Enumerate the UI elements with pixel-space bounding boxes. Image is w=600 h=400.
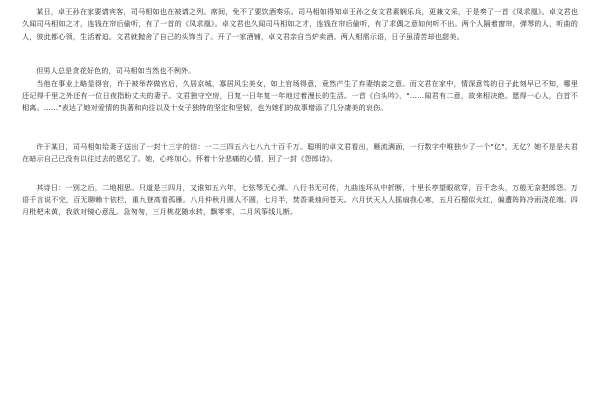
paragraph-5: 其诗日：一别之后，二地相思。只道是三四月，又谁知五六年，七弦琴无心弹。八行书无可传，九曲连环从中折断，十里长亭望眼欲穿，百千念头，万般无奈把郎怨。万语千言说不完，百无聊赖十依栏，重九登高看孤雁。八月仲秋月圆人不圆，七月半，焚香秉烛问苍天。六月伏天人人摇扇我心寒，五月石榴似火红，偏遭阵阵冷雨浇花端。四月枇杷未黄，我欲对镜心意乱。急匆匆，三月桃花随水转，飘零零，二月风筝线儿断。 [22, 182, 578, 217]
paragraph-1: 某日，卓王孙在家要请宾客，司马相如也在被请之列。席间，免不了要饮酒奏乐。司马相如得知卓王孙之女文君素娴乐兵，更兼文采，于是奏了一首《凤求凰》。卓文君也久闻司马相如之才，连钱在帘后偷听，有了一首的《凤求凰》。卓文君也久闻司马相如之才，连钱在帘后偷听，有了求偶之意如何听不出。两个人隔着窗帘，弹琴的人，听曲的人，彼此都心领，生活着迫。文君就抛舍了自己的头饰当了。开了一家酒铺，卓文君亲自当炉卖酒。两人相需示语，日子虽清苦却也甜美。 [22, 7, 578, 41]
paragraph-3: 当他在事业上略显得官，许于被举荐做官后，久居京城，寡居风尘美女，如上官场得意，竟然产生了弃妻纳妾之意。而文君在家中，情深意笃的日子此刻早已不知，哪里还记得千里之外还有一位日夜指盼丈夫的妻子。文君独守空房，日复一日年复一年地过着漫长的生活。一首《白头吟》，"……闻君有二意，故来相决绝。愿得一心人，白首不相离。……"表达了她对爱情的执著和向往以及十女子独特的坚定和坚韧，也为她们的故事增添了几分凄美的哀伤。 [22, 78, 578, 113]
paragraph-4: 许于某日，司马相如给妻子送出了一封十三字的信：一二三四五六七八九十百千万。聪明的卓文君看出，雁流满面，一行数字中唯独少了一个"亿"，无亿？她不是是夫君在暗示自己已没有以往过去的恩忆了。她，心疼加心。怀着十分悲痛的心情，回了一封《怨郎诗》。 [22, 141, 578, 164]
spacer [22, 115, 578, 141]
paragraph-2: 但男人总是贪花好色的，司马相如当然也不例外。 [36, 66, 196, 76]
page-fade [0, 390, 600, 400]
spacer [22, 43, 578, 65]
spacer [22, 166, 578, 182]
